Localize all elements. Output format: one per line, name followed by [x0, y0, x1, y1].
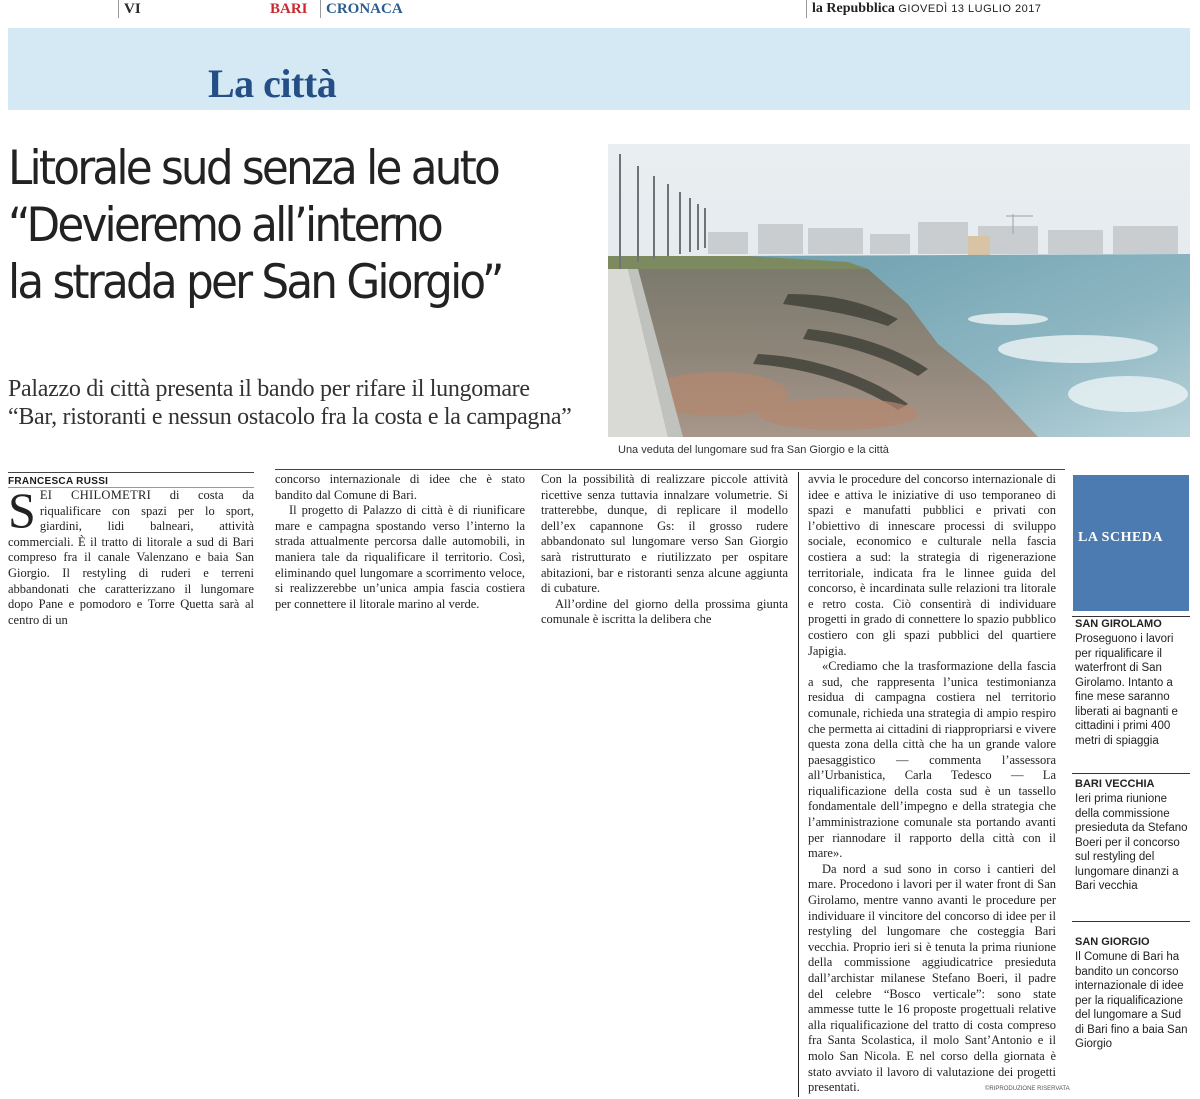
- section-band: [8, 28, 1190, 110]
- drop-cap: S: [8, 482, 36, 538]
- headline-line: “Devieremo all’interno: [8, 198, 441, 253]
- article-paragraph: concorso internazionale di idee che è stato bandito dal Comune di Bari.: [275, 472, 525, 502]
- lead-in: EI CHILOMETRI: [39, 488, 152, 502]
- article-column-2: [275, 472, 525, 612]
- sidebar-item-text: Il Comune di Bari ha bandito un concorso internazionale di idee per la riqualificazione del lungomare a Sud di Bari fino a baia San Giorgio: [1075, 951, 1188, 1050]
- publication-date: GIOVEDÌ 13 LUGLIO 2017: [898, 3, 1042, 15]
- column-rule: [8, 472, 254, 473]
- article-paragraph: Con la possibilità di realizzare piccole attività ricettive senza tuttavia innalzare volumetrie. Si tratterebbe, dunque, di replicare il modello dell’ex capannone Gs: il grosso rudere abbandonato sul lungomare verso San Giorgio sarà ristrutturato e riutilizzato per ospitare abitazioni, bar e ristoranti senza alcune aggiunta di cubature.: [541, 472, 788, 596]
- body-top-rule: [275, 469, 1065, 470]
- page-header-bar: [0, 0, 1200, 20]
- sidebar-rule: [1072, 773, 1190, 774]
- article-paragraph: Da nord a sud sono in corso i cantieri del mare. Procedono i lavori per il water front di San Girolamo, mentre vanno avanti le procedure per individuare il vincitore del concorso di idee per il restyling del lungomare che costeggia Bari vecchia. Proprio ieri si è tenuta la prima riunione della commissione aggiudicatrice presieduta dall’archistar milanese Stefano Boeri, il padre del celebre “Bosco verticale”: sono state ammesse tutte le 16 proposte progettuali relative alla riqualificazione del tratto di costa compreso fra Santa Scolastica, il molo Sant’Antonio e il molo San Nicola. E nel corso della giornata è stato avviato il lavoro di valutazione dei progetti presentati.: [808, 861, 1056, 1095]
- article-column-1: [8, 482, 254, 628]
- header-divider: [320, 0, 321, 18]
- subheadline: [8, 375, 598, 431]
- photo-caption: Una veduta del lungomare sud fra San Giorgio e la città: [618, 444, 889, 456]
- headline-line: la strada per San Giorgio”: [8, 255, 502, 310]
- publication-info: [812, 1, 1041, 17]
- sidebar-title: LA SCHEDA: [1078, 530, 1164, 545]
- article-column-3: [541, 472, 788, 628]
- article-photo: [608, 144, 1190, 437]
- page-number: VI: [124, 1, 141, 17]
- sidebar-item-heading: SAN GIROLAMO: [1075, 618, 1162, 630]
- city-label: BARI: [270, 1, 308, 17]
- sidebar-item-text: Proseguono i lavori per riqualificare il waterfront di San Girolamo. Intanto a fine mese saranno liberati ai bagnanti e cittadini i primi 400 metri di spiaggia: [1075, 633, 1178, 747]
- section-label: CRONACA: [326, 1, 403, 17]
- sidebar-item-heading: BARI VECCHIA: [1075, 778, 1155, 790]
- header-divider: [806, 0, 807, 18]
- article-paragraph: [8, 482, 254, 628]
- sidebar-item-text: Ieri prima riunione della commissione presieduta da Stefano Boeri per il concorso sul restyling del lungomare dinanzi a Bari vecchia: [1075, 793, 1188, 892]
- headline-line: Litorale sud senza le auto: [8, 141, 498, 196]
- article-paragraph: All’ordine del giorno della prossima giunta comunale è iscritta la delibera che: [541, 596, 788, 627]
- article-paragraph: «Crediamo che la trasformazione della fascia a sud, che rappresenta l’unica testimonianza residua di campagna costiera nel territorio comunale, richieda una strategia di ampio respiro che permetta ai cittadini di riappropriarsi e vivere questa zona della città che ha un grande valore paesaggistico — commenta l’assessora all’Urbanistica, Carla Tedesco — La riqualificazione della costa sud è un tassello fondamentale dell’impegno e della strategia che l’amministrazione comunale sta portando avanti per riannodare il rapporto della città con il mare».: [808, 659, 1056, 861]
- sidebar-rule: [1072, 921, 1190, 922]
- byline: FRANCESCA RUSSI: [8, 476, 109, 487]
- sidebar-item-heading: SAN GIORGIO: [1075, 936, 1150, 948]
- header-divider: [118, 0, 119, 18]
- headline: [8, 140, 561, 311]
- article-paragraph: Il progetto di Palazzo di città è di riunificare mare e campagna spostando verso l’interno la strada attualmente percorsa dalle automobili, in maniera tale da riqualificare il territorio. Così, eliminando quel lungomare a scorrimento veloce, si realizzerebbe un’unica ampia fascia costiera per connettere il litorale marino al verde.: [275, 503, 525, 611]
- column-divider: [798, 472, 799, 1097]
- subheadline-line: Palazzo di città presenta il bando per rifare il lungomare: [8, 376, 530, 402]
- publication-name: la Repubblica: [812, 1, 895, 16]
- article-column-4: [808, 472, 1056, 1096]
- section-title: La città: [208, 61, 337, 106]
- seafront-photo: [608, 144, 1190, 437]
- sidebar-rule: [1072, 616, 1190, 617]
- article-paragraph: avvia le procedure del concorso internazionale di idee e attiva le iniziative di uso temporaneo di spazi e manufatti pubblici e privati con l’obiettivo di innescare processi di sviluppo sociale, economico e culturale nella fascia costiera a sud: la strategia di rigenerazione territoriale, indicata fra le linnee guida del concorso, è incardinata sulle relazioni tra litorale e retro costa. Ciò consentirà di individuare progetti in grado di connettere lo spazio pubblico costiero con gli spazi pubblici del quartiere Japigia.: [808, 472, 1056, 658]
- paragraph-text: di costa da riqualificare con spazi per lo sport, giardini, lidi balneari, attività commerciali. È il tratto di litorale a sud di Bari compreso fra il canale Valenzano e baia San Giorgio. Il restyling di ruderi e terreni abbandonati che caratterizzano il lungomare dopo Pane e pomodoro e Torre Quetta sarà al centro di un: [8, 488, 254, 627]
- subheadline-line: “Bar, ristoranti e nessun ostacolo fra la costa e la campagna”: [8, 404, 572, 430]
- copyright-notice: ©RIPRODUZIONE RISERVATA: [985, 1086, 1070, 1092]
